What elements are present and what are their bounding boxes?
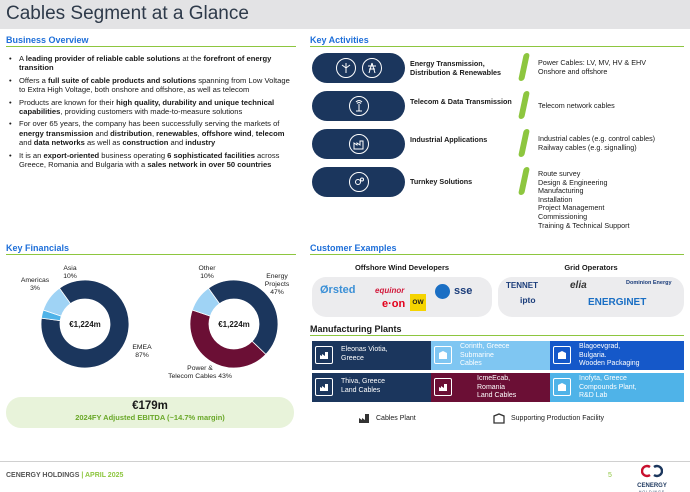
supporting-facility-icon bbox=[434, 346, 452, 364]
activity-name: Telecom & Data Transmission bbox=[410, 97, 512, 106]
footer-separator: | bbox=[79, 472, 85, 479]
overview-bullet-emphasis: export-oriented bbox=[43, 150, 100, 160]
donut-label-other bbox=[192, 265, 222, 281]
plant-name: Thiva, Greece Land Cables bbox=[341, 378, 385, 394]
donut-label-energy-projects bbox=[260, 273, 294, 297]
asia-label: Asia 10% bbox=[63, 265, 77, 280]
overview-bullet-text: Offers a bbox=[19, 75, 48, 85]
overview-bullet-list bbox=[6, 54, 296, 169]
activity-name: Industrial Applications bbox=[410, 135, 488, 144]
overview-bullet bbox=[6, 54, 296, 73]
wind-turbine-icon bbox=[336, 58, 356, 78]
overview-bullet-text: and bbox=[93, 128, 111, 138]
key-activities-heading: Key Activities bbox=[310, 35, 369, 45]
legend-supporting-facility bbox=[493, 413, 604, 424]
cables-plant-icon bbox=[315, 346, 333, 364]
sse-logo: sse bbox=[454, 285, 473, 297]
activity-divider-slash bbox=[518, 167, 530, 195]
overview-bullet-emphasis: full suite of cable products and solutions bbox=[47, 75, 197, 85]
orsted-logo: Ørsted bbox=[320, 284, 356, 296]
overview-bullet-text: , bbox=[197, 128, 202, 138]
activity-divider-slash bbox=[518, 91, 530, 119]
footer bbox=[6, 472, 123, 479]
activity-description: Industrial cables (e.g. control cables) Railway cables (e.g. signalling) bbox=[538, 134, 656, 152]
activity-description: Telecom network cables bbox=[538, 101, 615, 110]
grid-logos-box bbox=[498, 277, 684, 317]
cables-plant-icon bbox=[358, 413, 370, 424]
tennet-logo: TENNET bbox=[506, 281, 538, 290]
offshore-logos-box bbox=[312, 277, 492, 317]
cables-plant-icon bbox=[434, 378, 452, 396]
activity-description: Route survey Design & Engineering Manufacturing Installation Project Management Commissioning Training & Technical Support bbox=[538, 169, 630, 230]
overview-bullet-text: spanning from Low Voltage to Extra High Voltage, both onshore and offshore, as well as telecom bbox=[19, 75, 290, 95]
emea-label: EMEA 87% bbox=[132, 344, 152, 359]
geography-donut-chart bbox=[40, 279, 130, 374]
cables-plant-icon bbox=[315, 378, 333, 396]
ebitda-value: €179m bbox=[132, 400, 168, 412]
overview-bullet-text: and bbox=[19, 138, 34, 148]
power-telecom-label: Power & Telecom Cables 43% bbox=[168, 365, 232, 380]
overview-bullet bbox=[6, 151, 296, 170]
page-number: 5 bbox=[608, 472, 612, 479]
elia-logo: elia bbox=[570, 280, 587, 291]
plant-blagoevgrad bbox=[550, 341, 684, 370]
activity-divider-slash bbox=[518, 53, 530, 81]
supporting-facility-icon bbox=[493, 413, 505, 424]
plant-thiva bbox=[312, 373, 431, 402]
ebitda-label: 2024FY Adjusted EBITDA (~14.7% margin) bbox=[75, 413, 225, 422]
energinet-logo: ENERGINET bbox=[588, 297, 647, 308]
eon-logo: e·on bbox=[382, 298, 406, 310]
overview-bullet-text: business operating bbox=[99, 150, 168, 160]
gears-icon bbox=[349, 172, 369, 192]
footer-divider bbox=[0, 461, 690, 462]
key-activities-divider bbox=[310, 46, 684, 47]
supporting-facility-icon bbox=[553, 378, 571, 396]
sse-icon bbox=[435, 284, 450, 299]
plant-eleonas bbox=[312, 341, 431, 370]
activity-row-industrial bbox=[312, 129, 684, 159]
overview-bullet-emphasis: energy transmission bbox=[19, 128, 94, 138]
equinor-logo: equinor bbox=[375, 286, 405, 295]
other-label: Other 10% bbox=[198, 265, 216, 280]
business-overview-divider bbox=[6, 46, 296, 47]
overview-bullet-emphasis: leading provider of reliable cable solutions bbox=[25, 54, 181, 63]
donut-label-americas bbox=[20, 277, 50, 293]
grid-operators-heading: Grid Operators bbox=[564, 263, 618, 272]
brand-name: CENERGY bbox=[637, 483, 667, 489]
ow-logo: OW bbox=[410, 294, 426, 311]
overview-bullet-emphasis: data networks bbox=[33, 138, 85, 148]
title-bar bbox=[0, 0, 690, 29]
activity-icon-pill bbox=[312, 167, 405, 197]
customer-examples-divider bbox=[310, 254, 684, 255]
plant-corinth bbox=[431, 341, 550, 370]
overview-bullet-text: , providing customers with made-to-measure solutions bbox=[60, 107, 243, 117]
footer-company: CENERGY HOLDINGS bbox=[6, 472, 80, 479]
overview-bullet-text: across Greece, Romania and Bulgaria with a bbox=[19, 150, 280, 170]
plant-inofyta bbox=[550, 373, 684, 402]
brand-sub: HOLDINGS bbox=[638, 490, 666, 492]
overview-bullet-text: A bbox=[19, 54, 26, 63]
donut-label-power-telecom bbox=[160, 365, 240, 381]
overview-bullet bbox=[6, 119, 296, 147]
overview-bullet-emphasis: construction bbox=[122, 138, 169, 148]
transmission-tower-icon bbox=[362, 58, 382, 78]
supporting-facility-icon bbox=[553, 346, 571, 364]
footer-date: APRIL 2025 bbox=[84, 472, 124, 479]
overview-bullet-emphasis: renewables bbox=[156, 128, 198, 138]
overview-bullet-emphasis: 6 sophisticated facilities bbox=[167, 150, 255, 160]
activity-name: Turnkey Solutions bbox=[410, 177, 473, 186]
overview-bullet-emphasis: forefront of energy transition bbox=[19, 54, 272, 73]
manufacturing-plants-divider bbox=[310, 335, 684, 336]
donut-center-value: €1,224m bbox=[69, 320, 101, 329]
overview-bullet-emphasis: high quality, durability and unique technical capabilities bbox=[19, 97, 275, 117]
plant-name: Eleonas Viotia, Greece bbox=[341, 346, 388, 362]
ipto-logo: ipto bbox=[520, 295, 536, 305]
donut-center-value: €1,224m bbox=[218, 320, 250, 329]
activity-row-telecom bbox=[312, 91, 684, 121]
overview-bullet bbox=[6, 98, 296, 117]
donut-label-emea bbox=[128, 344, 156, 360]
plant-icmeecab bbox=[431, 373, 550, 402]
americas-label: Americas 3% bbox=[20, 277, 50, 292]
activity-divider-slash bbox=[518, 129, 530, 157]
overview-bullet-text: and bbox=[168, 138, 186, 148]
cenergy-mark-icon bbox=[641, 464, 663, 478]
page-title: Cables Segment at a Glance bbox=[6, 3, 249, 24]
overview-bullet-emphasis: telecom bbox=[255, 128, 285, 138]
overview-bullet-text: as well as bbox=[84, 138, 123, 148]
offshore-wind-heading: Offshore Wind Developers bbox=[354, 263, 450, 272]
overview-bullet-text: Products are known for their bbox=[19, 97, 117, 107]
activity-row-energy bbox=[312, 53, 684, 83]
plant-name: Inofyta, Greece Compounds Plant, R&D Lab bbox=[579, 375, 637, 399]
donut-svg bbox=[40, 279, 130, 369]
energy-projects-label: Energy Projects 47% bbox=[264, 273, 290, 296]
legend-cables-plant bbox=[358, 413, 416, 424]
plant-name: Blagoevgrad, Bulgaria. Wooden Packaging bbox=[579, 343, 640, 367]
plant-name: IcmeEcab, Romania Land Cables bbox=[477, 375, 517, 399]
overview-bullet-emphasis: offshore wind bbox=[201, 128, 252, 138]
activity-name: Energy Transmission, Distribution & Renewables bbox=[410, 59, 502, 77]
overview-bullet-emphasis: sales network in over 50 countries bbox=[147, 160, 272, 170]
overview-bullet-text: at the bbox=[180, 54, 204, 63]
telecom-antenna-icon bbox=[349, 96, 369, 116]
business-overview-heading: Business Overview bbox=[6, 35, 89, 45]
key-financials-heading: Key Financials bbox=[6, 243, 70, 253]
overview-bullet bbox=[6, 76, 296, 95]
customer-examples-heading: Customer Examples bbox=[310, 243, 397, 253]
manufacturing-plants-heading: Manufacturing Plants bbox=[310, 324, 402, 334]
donut-label-asia bbox=[57, 265, 83, 281]
overview-bullet-text: , bbox=[151, 128, 157, 138]
activity-icon-pill bbox=[312, 53, 405, 83]
overview-bullet-emphasis: distribution bbox=[110, 128, 152, 138]
key-financials-divider bbox=[6, 254, 296, 255]
dominion-energy-logo: Dominion Energy bbox=[626, 280, 672, 286]
overview-bullet-emphasis: industry bbox=[185, 138, 216, 148]
overview-bullet-text: It is an bbox=[19, 150, 44, 160]
factory-icon bbox=[349, 134, 369, 154]
legend-supporting-facility-label: Supporting Production Facility bbox=[511, 415, 604, 422]
activity-icon-pill bbox=[312, 129, 405, 159]
activity-description: Power Cables: LV, MV, HV & EHV Onshore and offshore bbox=[538, 58, 646, 76]
overview-bullet-text: For over 65 years, the company has been successfully serving the markets of bbox=[19, 119, 280, 129]
activity-icon-pill bbox=[312, 91, 405, 121]
ebitda-highlight bbox=[6, 397, 294, 428]
overview-bullet-text: , bbox=[251, 128, 256, 138]
activity-row-turnkey bbox=[312, 167, 684, 239]
plant-name: Corinth, Greece Submarine Cables bbox=[460, 343, 510, 367]
cenergy-logo bbox=[630, 464, 674, 492]
business-overview bbox=[6, 54, 296, 172]
legend-cables-plant-label: Cables Plant bbox=[376, 415, 416, 422]
